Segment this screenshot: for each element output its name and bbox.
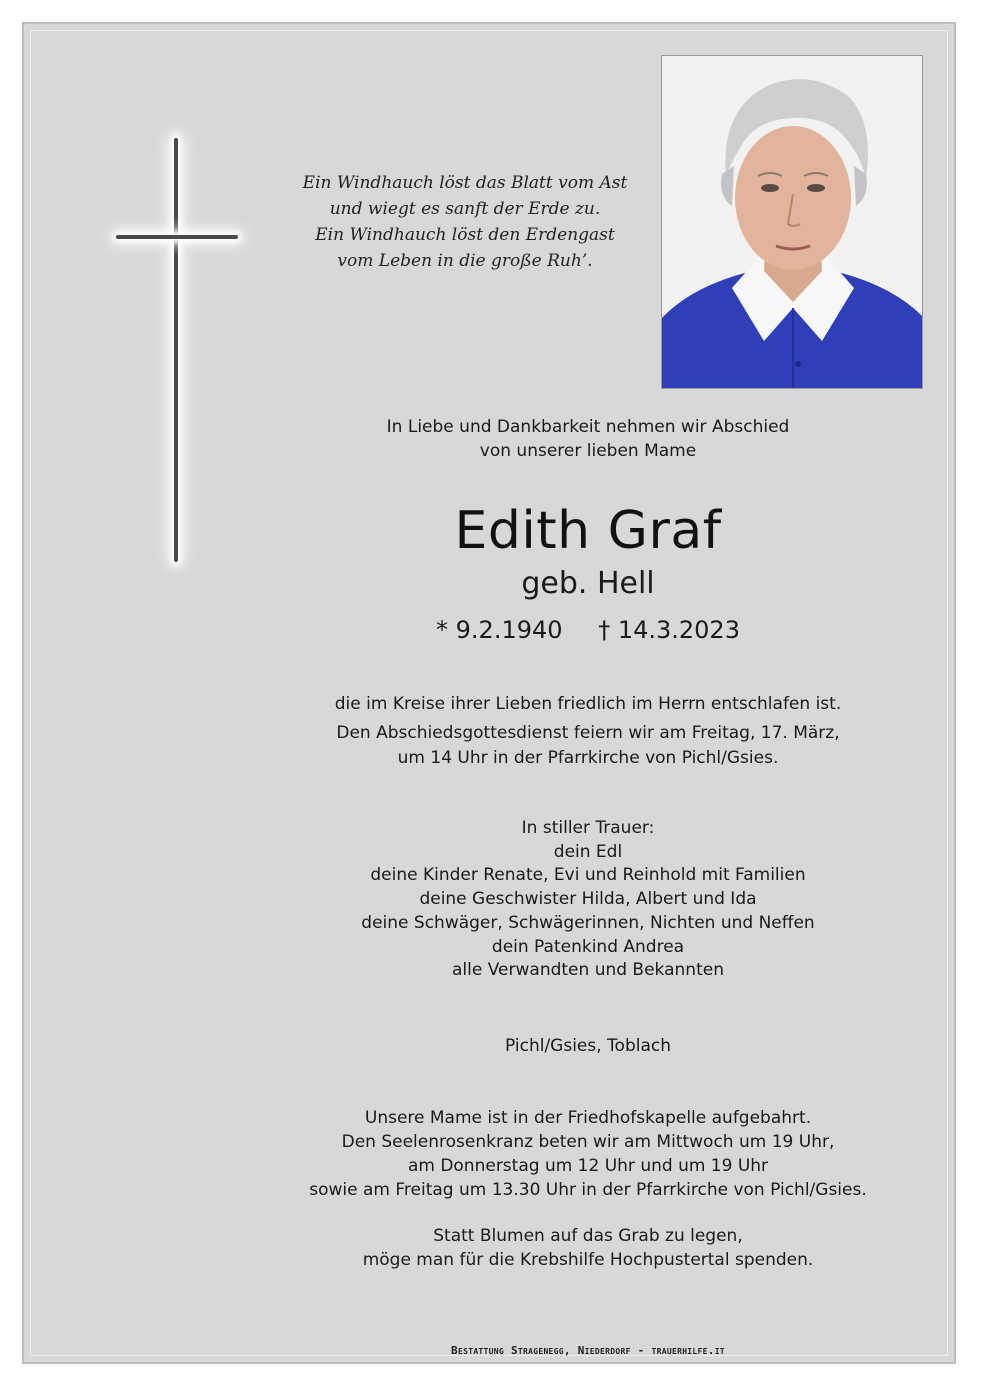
service-line: um 14 Uhr in der Pfarrkirche von Pichl/Gsies. [397,748,779,768]
mourner-line: dein Patenkind Andrea [491,936,685,957]
mourner-line: dein Edl [553,841,623,862]
poem-line: und wiegt es sanft der Erde zu. [329,199,601,219]
maiden-name: geb. Hell [521,566,655,601]
mourners-heading: In stiller Trauer: [521,818,655,838]
portrait-photo [661,55,923,389]
note-line: am Donnerstag um 12 Uhr und um 19 Uhr [407,1156,769,1176]
service-line: die im Kreise ihrer Lieben friedlich im Herrn entschlafen ist. [334,694,842,714]
poem [300,170,630,274]
mourner-line: deine Kinder Renate, Evi und Reinhold mit Familien [370,865,806,886]
note-line: Den Seelenrosenkranz beten wir am Mittwoch um 19 Uhr, [341,1132,835,1152]
mourner-line: deine Geschwister Hilda, Albert und Ida [419,889,757,910]
poem-line: Ein Windhauch löst den Erdengast [315,225,615,245]
donation-line: möge man für die Krebshilfe Hochpustertal spenden. [362,1250,814,1270]
note-line: Unsere Mame ist in der Friedhofskapelle aufgebahrt. [364,1108,812,1128]
mourners-list [300,817,876,983]
intro-line: von unserer lieben Mame [479,441,697,461]
intro-text [300,415,876,463]
note-line: sowie am Freitag um 13.30 Uhr in der Pfarrkirche von Pichl/Gsies. [309,1180,867,1200]
poem-line: vom Leben in die große Ruh’. [337,251,593,271]
funeral-home-footer: Bestattung Stragenegg, Niederdorf - trauerhilfe.it [451,1344,725,1357]
cross-icon-vertical [174,138,178,562]
service-text [300,692,876,771]
deceased-name: Edith Graf [454,501,722,561]
birth-date: * 9.2.1940 [436,616,563,644]
notes-text [300,1106,876,1272]
poem-line: Ein Windhauch löst das Blatt vom Ast [302,173,628,193]
intro-line: In Liebe und Dankbarkeit nehmen wir Abschied [386,417,790,437]
death-date: † 14.3.2023 [598,616,740,644]
mourner-line: alle Verwandten und Bekannten [452,960,724,981]
life-dates [300,612,876,648]
place-text: Pichl/Gsies, Toblach [505,1036,671,1056]
portrait-photo-icon [662,56,923,389]
service-line: Den Abschiedsgottesdienst feiern wir am Freitag, 17. März, [336,723,840,743]
cross-icon-horizontal [116,235,238,239]
mourner-line: deine Schwäger, Schwägerinnen, Nichten und Neffen [361,912,815,933]
donation-line: Statt Blumen auf das Grab zu legen, [433,1226,743,1246]
